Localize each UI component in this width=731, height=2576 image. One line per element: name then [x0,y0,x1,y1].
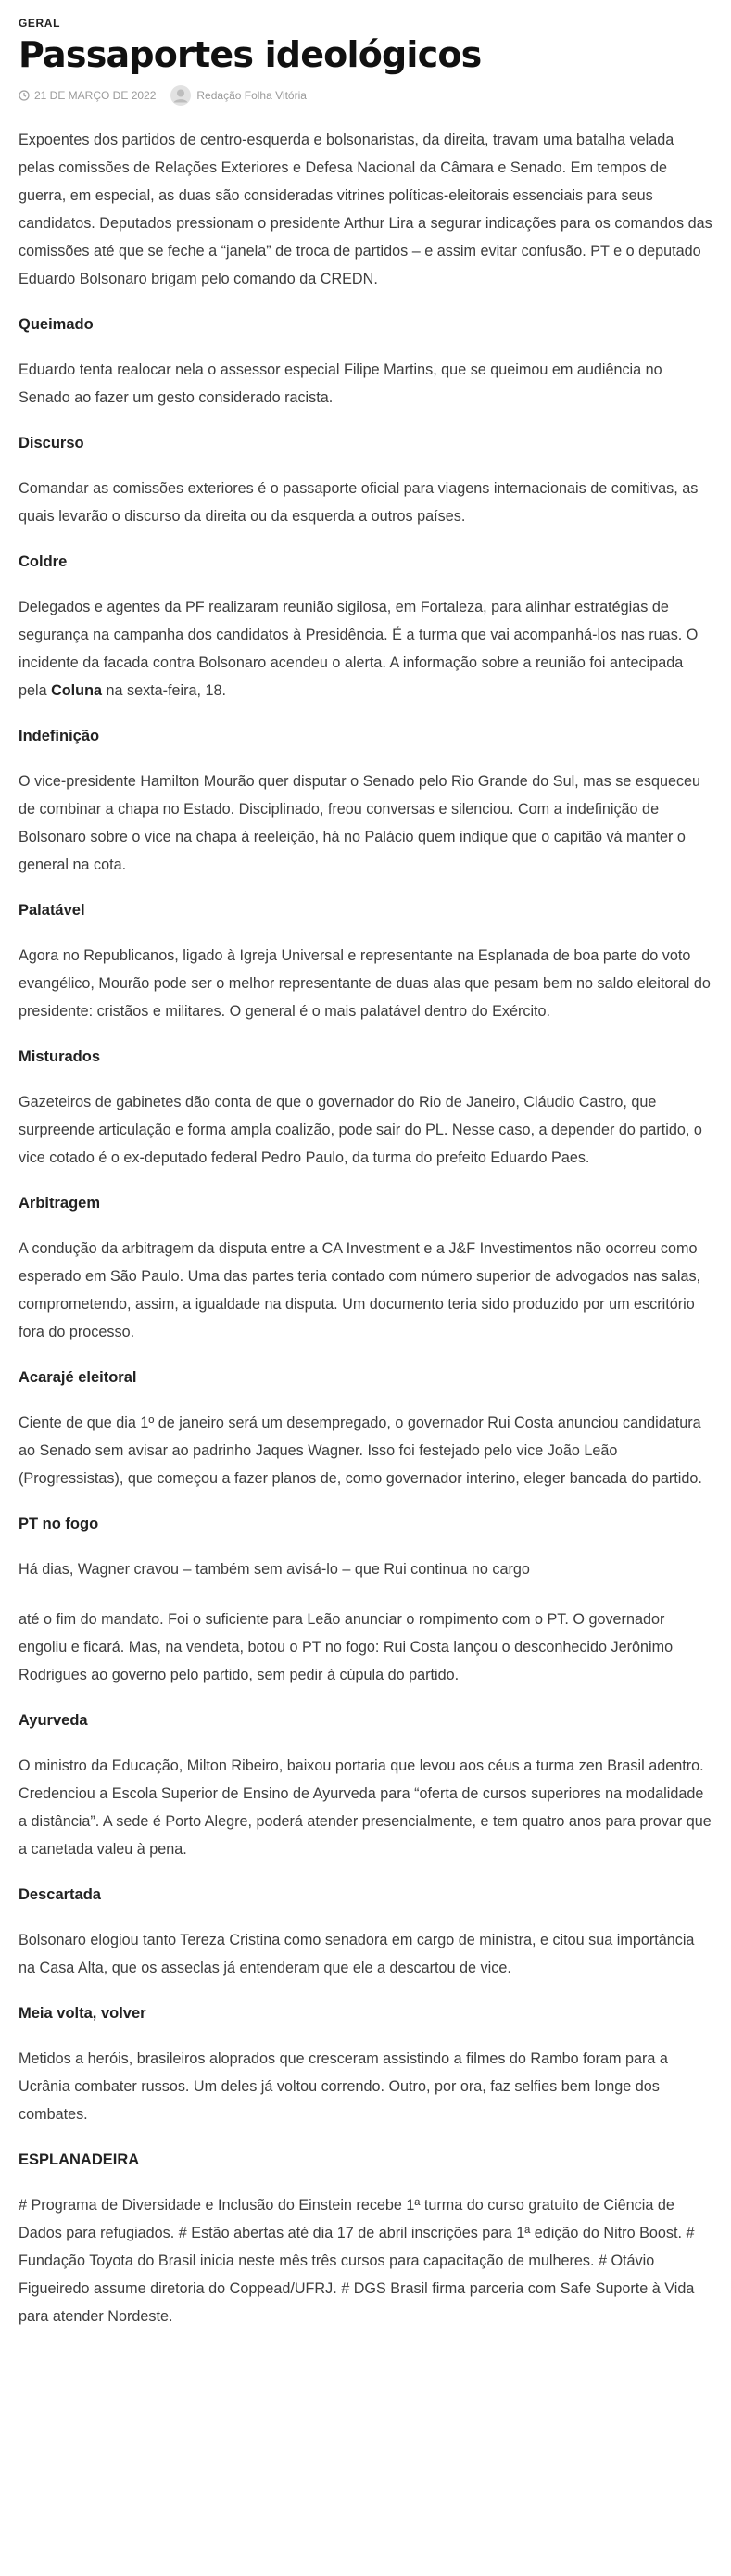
category-label[interactable]: GERAL [19,17,60,30]
section-paragraph-coldre [19,593,712,704]
coldre-bold-coluna: Coluna [51,681,102,699]
section-heading-pt-no-fogo: PT no fogo [19,1515,99,1532]
section-heading-palatavel: Palatável [19,901,85,919]
section-paragraph-esplanadeira: # Programa de Diversidade e Inclusão do Einstein recebe 1ª turma do curso gratuito de Ciência de Dados para refugiados. # Estão abertas até dia 17 de abril inscrições para 1ª edição do Nitro Boost. # Fundação Toyota do Brasil inicia neste mês três cursos para capacitação de mulheres. # Otávio Figueiredo assume diretoria do Coppead/UFRJ. # DGS Brasil firma parceria com Safe Suporte à Vida para atender Nordeste. [19,2196,695,2325]
section-paragraph-acaraje: Ciente de que dia 1º de janeiro será um desempregado, o governador Rui Costa anunciou candidatura ao Senado sem avisar ao padrinho Jaques Wagner. Isso foi festejado pelo vice João Leão (Progressistas), que começou a fazer planos de, como governador interino, eleger bancada do partido. [19,1414,702,1487]
section-heading-arbitragem: Arbitragem [19,1194,101,1212]
section-heading-meia-volta: Meia volta, volver [19,2004,146,2022]
section-paragraph-discurso: Comandar as comissões exteriores é o passaporte oficial para viagens internacionais de comitivas, as quais levarão o discurso da direita ou da esquerda a outros países. [19,479,699,525]
coldre-text-part1: Delegados e agentes da PF realizaram reunião sigilosa, em Fortaleza, para alinhar estratégias de segurança na campanha dos candidatos à Presidência. É a turma que vai acompanhá-los nas ruas. O incidente da facada contra Bolsonaro acendeu o alerta. A informação sobre a reunião foi antecipada pela [19,598,699,699]
section-paragraph-pt-no-fogo-2: até o fim do mandato. Foi o suficiente para Leão anunciar o rompimento com o PT. O governador engoliu e ficará. Mas, na vendeta, botou o PT no fogo: Rui Costa lançou o desconhecido Jerônimo Rodrigues ao governo pelo partido, sem pedir à cúpula do partido. [19,1610,674,1683]
section-paragraph-indefinicao: O vice-presidente Hamilton Mourão quer disputar o Senado pelo Rio Grande do Sul, mas se esqueceu de combinar a chapa no Estado. Disciplinado, freou conversas e silenciou. Com a indefinição de Bolsonaro sobre o vice na chapa à reeleição, há no Palácio quem indique que o capitão vá manter o general na cota. [19,772,701,873]
article-meta [19,85,712,106]
section-heading-acaraje: Acarajé eleitoral [19,1368,137,1386]
section-paragraph-queimado: Eduardo tenta realocar nela o assessor especial Filipe Martins, que se queimou em audiência no Senado ao fazer um gesto considerado racista. [19,361,662,406]
article-title: Passaportes ideológicos [19,34,482,75]
section-paragraph-meia-volta: Metidos a heróis, brasileiros aloprados que cresceram assistindo a filmes do Rambo foram para a Ucrânia combater russos. Um deles já voltou correndo. Outro, por ora, faz selfies bem longe dos combates. [19,2049,668,2123]
section-paragraph-arbitragem: A condução da arbitragem da disputa entre a CA Investment e a J&F Investimentos não ocorreu como esperado em São Paulo. Uma das partes teria contado com número superior de advogados nas salas, comprometendo, assim, a igualdade na disputa. Um documento teria sido produzido por um escritório fora do processo. [19,1239,701,1340]
section-heading-indefinicao: Indefinição [19,727,100,744]
section-heading-descartada: Descartada [19,1885,101,1903]
user-avatar-icon [170,85,191,106]
section-paragraph-misturados: Gazeteiros de gabinetes dão conta de que o governador do Rio de Janeiro, Cláudio Castro, que surpreende articulação e forma ampla coalizão, pode sair do PL. Nesse caso, a depender do partido, o vice cotado é o ex-deputado federal Pedro Paulo, da turma do prefeito Eduardo Paes. [19,1093,702,1166]
section-heading-misturados: Misturados [19,1047,101,1065]
section-heading-queimado: Queimado [19,315,94,333]
intro-paragraph: Expoentes dos partidos de centro-esquerda e bolsonaristas, da direita, travam uma batalha velada pelas comissões de Relações Exteriores e Defesa Nacional da Câmara e Senado. Em tempos de guerra, em especial, as duas são consideradas vitrines políticas-eleitorais essenciais para seus candidatos. Deputados pressionam o presidente Arthur Lira a segurar indicações para os comandos das comissões até que se feche a “janela” de troca de partidos – e assim evitar confusão. PT e o deputado Eduardo Bolsonaro brigam pelo comando da CREDN. [19,131,712,287]
clock-icon [19,90,30,101]
section-heading-discurso: Discurso [19,434,84,451]
author-name[interactable]: Redação Folha Vitória [196,88,307,102]
section-paragraph-descartada: Bolsonaro elogiou tanto Tereza Cristina como senadora em cargo de ministra, e citou sua importância na Casa Alta, que os asseclas já entenderam que ele a descartou de vice. [19,1931,695,1976]
section-paragraph-pt-no-fogo-1: Há dias, Wagner cravou – também sem avisá-lo – que Rui continua no cargo [19,1560,530,1578]
section-heading-coldre: Coldre [19,552,68,570]
section-paragraph-ayurveda: O ministro da Educação, Milton Ribeiro, baixou portaria que levou aos céus a turma zen Brasil adentro. Credenciou a Escola Superior de Ensino de Ayurveda para “oferta de cursos superiores na modalidade a distância”. A sede é Porto Alegre, poderá atender presencialmente, e tem quatro anos para provar que a canetada valeu à pena. [19,1757,712,1858]
publish-date: 21 DE MARÇO DE 2022 [34,88,157,102]
coldre-text-part2: na sexta-feira, 18. [101,681,227,699]
section-heading-ayurveda: Ayurveda [19,1711,88,1729]
section-heading-esplanadeira: ESPLANADEIRA [19,2151,140,2168]
section-paragraph-palatavel: Agora no Republicanos, ligado à Igreja Universal e representante na Esplanada de boa parte do voto evangélico, Mourão pode ser o melhor representante de duas alas que pesam bem no saldo eleitoral do presidente: cristãos e militares. O general é o mais palatável dentro do Exército. [19,946,711,1020]
